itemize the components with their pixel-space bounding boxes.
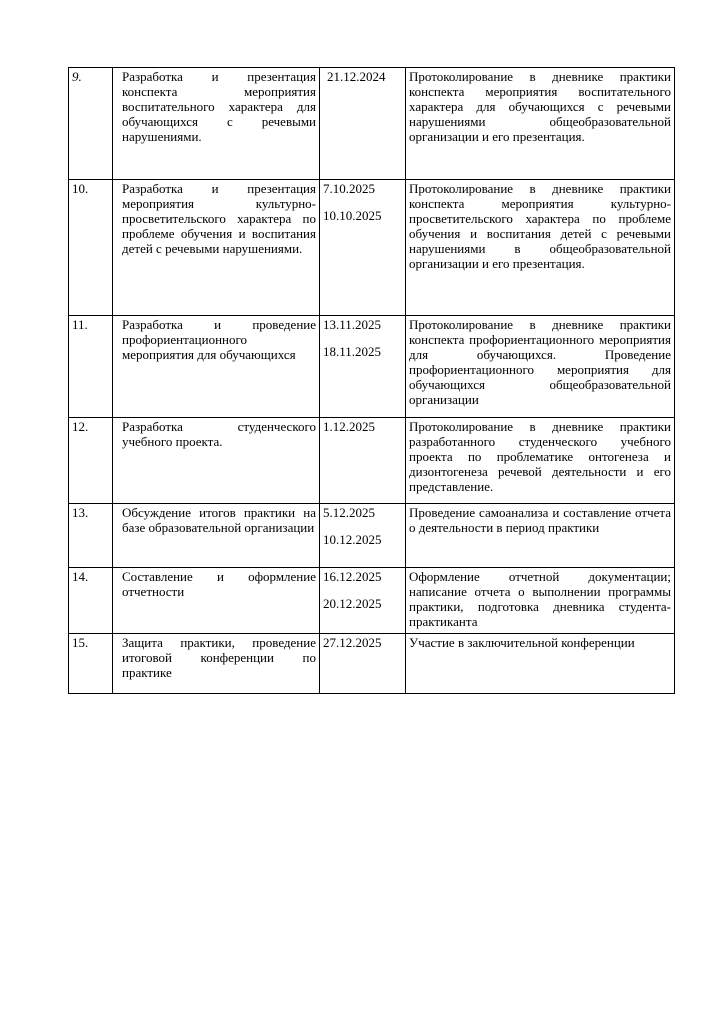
activity-text: Разработка студенческого учебного проекта. [122, 419, 316, 449]
date-cell [320, 568, 406, 634]
date-value: 20.12.2025 [323, 596, 382, 611]
date-cell [320, 504, 406, 568]
activity-text: Разработка и проведение профориентационного мероприятия для обучающихся [122, 317, 316, 362]
activity-cell [113, 418, 320, 504]
date-cell [320, 316, 406, 418]
date-value: 21.12.2024 [327, 69, 386, 84]
activity-cell [113, 180, 320, 316]
practice-plan-table [68, 67, 675, 694]
table-row [69, 418, 675, 504]
result-cell: Оформление отчетной документации; написание отчета о выполнении программы практики, подготовка дневника студента-практиканта [406, 568, 675, 634]
activity-cell [113, 68, 320, 180]
activity-text: Разработка и презентация мероприятия культурно-просветительского характера по проблеме обучения и воспитания детей с речевыми нарушениями. [122, 181, 316, 256]
result-cell: Участие в заключительной конференции [406, 634, 675, 694]
table-row [69, 634, 675, 694]
activity-cell [113, 634, 320, 694]
row-number: 10. [69, 180, 113, 316]
date-value: 1.12.2025 [323, 419, 375, 434]
date-value: 10.12.2025 [323, 532, 382, 547]
row-number: 13. [69, 504, 113, 568]
table-row [69, 316, 675, 418]
date-value: 7.10.2025 [323, 181, 375, 196]
table-row [69, 68, 675, 180]
table-row [69, 504, 675, 568]
activity-text: Обсуждение итогов практики на базе образовательной организации [122, 505, 316, 535]
activity-cell [113, 316, 320, 418]
activity-text: Разработка и презентация конспекта мероприятия воспитательного характера для обучающихся с речевыми нарушениями. [122, 69, 316, 144]
date-cell [320, 180, 406, 316]
date-value: 5.12.2025 [323, 505, 375, 520]
table-row [69, 568, 675, 634]
row-number: 15. [69, 634, 113, 694]
activity-cell [113, 504, 320, 568]
date-cell [320, 68, 406, 180]
result-cell: Проведение самоанализа и составление отчета о деятельности в период практики [406, 504, 675, 568]
row-number: 11. [69, 316, 113, 418]
row-number: 9. [69, 68, 113, 180]
row-number: 12. [69, 418, 113, 504]
activity-text: Составление и оформление отчетности [122, 569, 316, 599]
result-cell: Протоколирование в дневнике практики конспекта мероприятия культурно-просветительского характера по проблеме обучения и воспитания детей с речевыми нарушениями в общеобразовательной организации и его презентация. [406, 180, 675, 316]
date-cell [320, 634, 406, 694]
activity-cell [113, 568, 320, 634]
date-value: 18.11.2025 [323, 344, 382, 359]
result-cell: Протоколирование в дневнике практики разработанного студенческого учебного проекта по проблематике онтогенеза и дизонтогенеза речевой деятельности и его представление. [406, 418, 675, 504]
date-value: 16.12.2025 [323, 569, 382, 584]
result-cell: Протоколирование в дневнике практики конспекта профориентационного мероприятия для обучающихся. Проведение профориентационного мероприятия для обучающихся общеобразовательной организации [406, 316, 675, 418]
result-cell: Протоколирование в дневнике практики конспекта мероприятия воспитательного характера для обучающихся с речевыми нарушениями общеобразовательной организации и его презентация. [406, 68, 675, 180]
date-value: 27.12.2025 [323, 635, 382, 650]
date-value: 13.11.2025 [323, 317, 382, 332]
date-cell [320, 418, 406, 504]
row-number: 14. [69, 568, 113, 634]
activity-text: Защита практики, проведение итоговой конференции по практике [122, 635, 316, 680]
date-value: 10.10.2025 [323, 208, 382, 223]
table-row [69, 180, 675, 316]
